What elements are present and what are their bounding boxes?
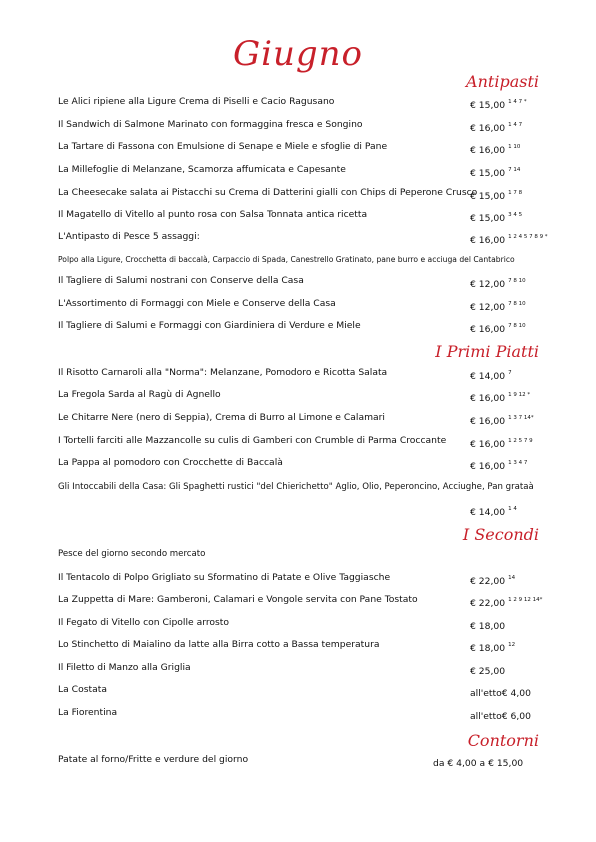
allergen-codes: 1 9 12 *: [508, 392, 531, 398]
item-price: € 22,00 $^{1 2 9 12 14*}$: [470, 597, 543, 609]
allergen-codes: 1 4: [508, 506, 517, 512]
item-name: Il Sandwich di Salmone Marinato con formaggina fresca e Songino: [58, 119, 363, 130]
menu-item: [58, 682, 538, 698]
item-name: Il Filetto di Manzo alla Griglia: [58, 662, 191, 673]
secondi-intro: Pesce del giorno secondo mercato: [58, 549, 206, 559]
item-name: Il Tagliere di Salumi nostrani con Conserve della Casa: [58, 275, 304, 286]
allergen-codes: 1 4 7 *: [508, 99, 527, 105]
menu-item: [58, 501, 538, 517]
menu-item: [58, 752, 538, 768]
item-price: € 25,00: [470, 666, 506, 677]
menu-item: [58, 570, 538, 586]
allergen-codes: 1 3 7 14*: [508, 415, 534, 421]
item-name: La Fregola Sarda al Ragù di Agnello: [58, 389, 221, 400]
allergen-codes: 3 4 5: [508, 212, 523, 218]
allergen-codes: 7 8 10: [508, 301, 526, 307]
item-name: Il Risotto Carnaroli alla "Norma": Melanzane, Pomodoro e Ricotta Salata: [58, 367, 388, 378]
allergen-codes: 1 2 5 7 9: [508, 438, 533, 444]
menu-item: [58, 455, 538, 471]
menu-item: [58, 207, 538, 223]
item-name: Le Chitarre Nere (nero di Seppia), Crema di Burro al Limone e Calamari: [58, 412, 385, 423]
item-price: € 12,00 $^{7 8 10}$: [470, 278, 526, 290]
item-name: La Pappa al pomodoro con Crocchette di Baccalà: [58, 457, 283, 468]
allergen-codes: 1 10: [508, 144, 521, 150]
allergen-codes: 7 14: [508, 167, 521, 173]
allergen-codes: 7 8 10: [508, 278, 526, 284]
item-name: Il Tagliere di Salumi e Formaggi con Giardiniera di Verdure e Miele: [58, 320, 361, 331]
menu-item: [58, 365, 538, 381]
menu-item: [58, 592, 543, 609]
section-contorni: Contorni: [467, 731, 539, 750]
item-name: Il Tentacolo di Polpo Grigliato su Sformatino di Patate e Olive Taggiasche: [58, 572, 391, 583]
item-price: all'etto€ 6,00: [470, 711, 531, 722]
menu-item: [58, 318, 538, 334]
allergen-codes: 1 4 7: [508, 122, 523, 128]
item-name: Patate al forno/Fritte e verdure del giorno: [58, 754, 249, 765]
item-price: € 15,00 $^{1 4 7 *}$: [470, 99, 527, 111]
item-price: € 22,00 $^{14}$: [470, 575, 516, 587]
menu-item: [58, 705, 538, 721]
allergen-codes: 1 3 4 7: [508, 460, 528, 466]
menu-item: [58, 637, 538, 653]
item-name: La Tartare di Fassona con Emulsione di Senape e Miele e sfoglie di Pane: [58, 141, 388, 152]
item-name: L'Antipasto di Pesce 5 assaggi:: [58, 231, 200, 242]
menu-item: [58, 117, 538, 133]
menu-item: [58, 387, 538, 403]
item-price: € 18,00 $^{12}$: [470, 642, 516, 654]
item-price: € 16,00 $^{1 2 4 5 7 8 9 *}$: [470, 234, 548, 246]
menu-item: [58, 229, 548, 246]
menu-item: [58, 139, 538, 155]
item-price: € 12,00 $^{7 8 10}$: [470, 301, 526, 313]
item-name: I Tortelli farciti alle Mazzancolle su culis di Gamberi con Crumble di Parma Croccante: [58, 435, 447, 446]
item-price: € 14,00 $^{1 4}$: [470, 506, 517, 518]
allergen-codes: 1 2 4 5 7 8 9 *: [508, 234, 548, 240]
allergen-codes: 14: [508, 575, 516, 581]
item-price: € 16,00 $^{1 10}$: [470, 144, 521, 156]
menu-item: [58, 185, 538, 201]
antipasto-description: Polpo alla Ligure, Crocchetta di baccalà, Carpaccio di Spada, Canestrello Gratinato, pane burro e acciuga del Cantabrico: [58, 255, 515, 264]
item-name: Il Magatello di Vitello al punto rosa con Salsa Tonnata antica ricetta: [58, 209, 368, 220]
item-name: La Costata: [58, 684, 107, 695]
allergen-codes: 7 8 10: [508, 323, 526, 329]
item-price: € 16,00 $^{1 9 12 *}$: [470, 392, 531, 404]
item-price: € 16,00 $^{1 3 7 14*}$: [470, 415, 534, 427]
item-name: L'Assortimento di Formaggi con Miele e Conserve della Casa: [58, 298, 336, 309]
allergen-codes: 12: [508, 642, 516, 648]
menu-item: [58, 162, 538, 178]
section-primi: I Primi Piatti: [435, 342, 539, 361]
menu-item: [58, 94, 538, 110]
item-price: € 15,00 $^{3 4 5}$: [470, 212, 523, 224]
menu-item: [58, 433, 538, 449]
menu-item: [58, 615, 538, 631]
item-name: La Cheesecake salata ai Pistacchi su Crema di Datterini gialli con Chips di Peperone Crusco: [58, 187, 478, 198]
allergen-codes: 1 2 9 12 14*: [508, 597, 543, 603]
section-antipasti: Antipasti: [466, 72, 539, 91]
section-secondi: I Secondi: [462, 525, 539, 544]
item-price: € 16,00 $^{1 3 4 7}$: [470, 460, 528, 472]
item-price: € 14,00 $^7$: [470, 370, 512, 382]
page-title: Giugno: [232, 34, 364, 74]
item-name: Il Fegato di Vitello con Cipolle arrosto: [58, 617, 230, 628]
item-price: € 15,00 $^{7 14}$: [470, 167, 521, 179]
item-price: € 16,00 $^{1 4 7}$: [470, 122, 523, 134]
allergen-codes: 1 7 8: [508, 190, 523, 196]
item-name: La Zuppetta di Mare: Gamberoni, Calamari e Vongole servita con Pane Tostato: [58, 594, 418, 605]
item-price: all'etto€ 4,00: [470, 688, 531, 699]
item-price: € 16,00 $^{1 2 5 7 9}$: [470, 438, 533, 450]
allergen-codes: 7: [508, 370, 512, 376]
menu-item: [58, 273, 538, 289]
item-price: € 18,00: [470, 621, 506, 632]
special-item-name: Gli Intoccabili della Casa: Gli Spaghetti rustici "del Chierichetto" Aglio, Olio, Peperoncino, Acciughe, Pan grataà: [58, 482, 534, 492]
menu-item: [58, 296, 538, 312]
item-price: € 15,00 $^{1 7 8}$: [470, 190, 523, 202]
item-name: Lo Stinchetto di Maialino da latte alla Birra cotto a Bassa temperatura: [58, 639, 380, 650]
menu-item: [58, 660, 538, 676]
item-name: La Fiorentina: [58, 707, 118, 718]
menu-item: [58, 410, 538, 426]
item-name: Le Alici ripiene alla Ligure Crema di Piselli e Cacio Ragusano: [58, 96, 335, 107]
item-price: da € 4,00 a € 15,00: [433, 758, 524, 769]
item-price: € 16,00 $^{7 8 10}$: [470, 323, 526, 335]
item-name: La Millefoglie di Melanzane, Scamorza affumicata e Capesante: [58, 164, 346, 175]
